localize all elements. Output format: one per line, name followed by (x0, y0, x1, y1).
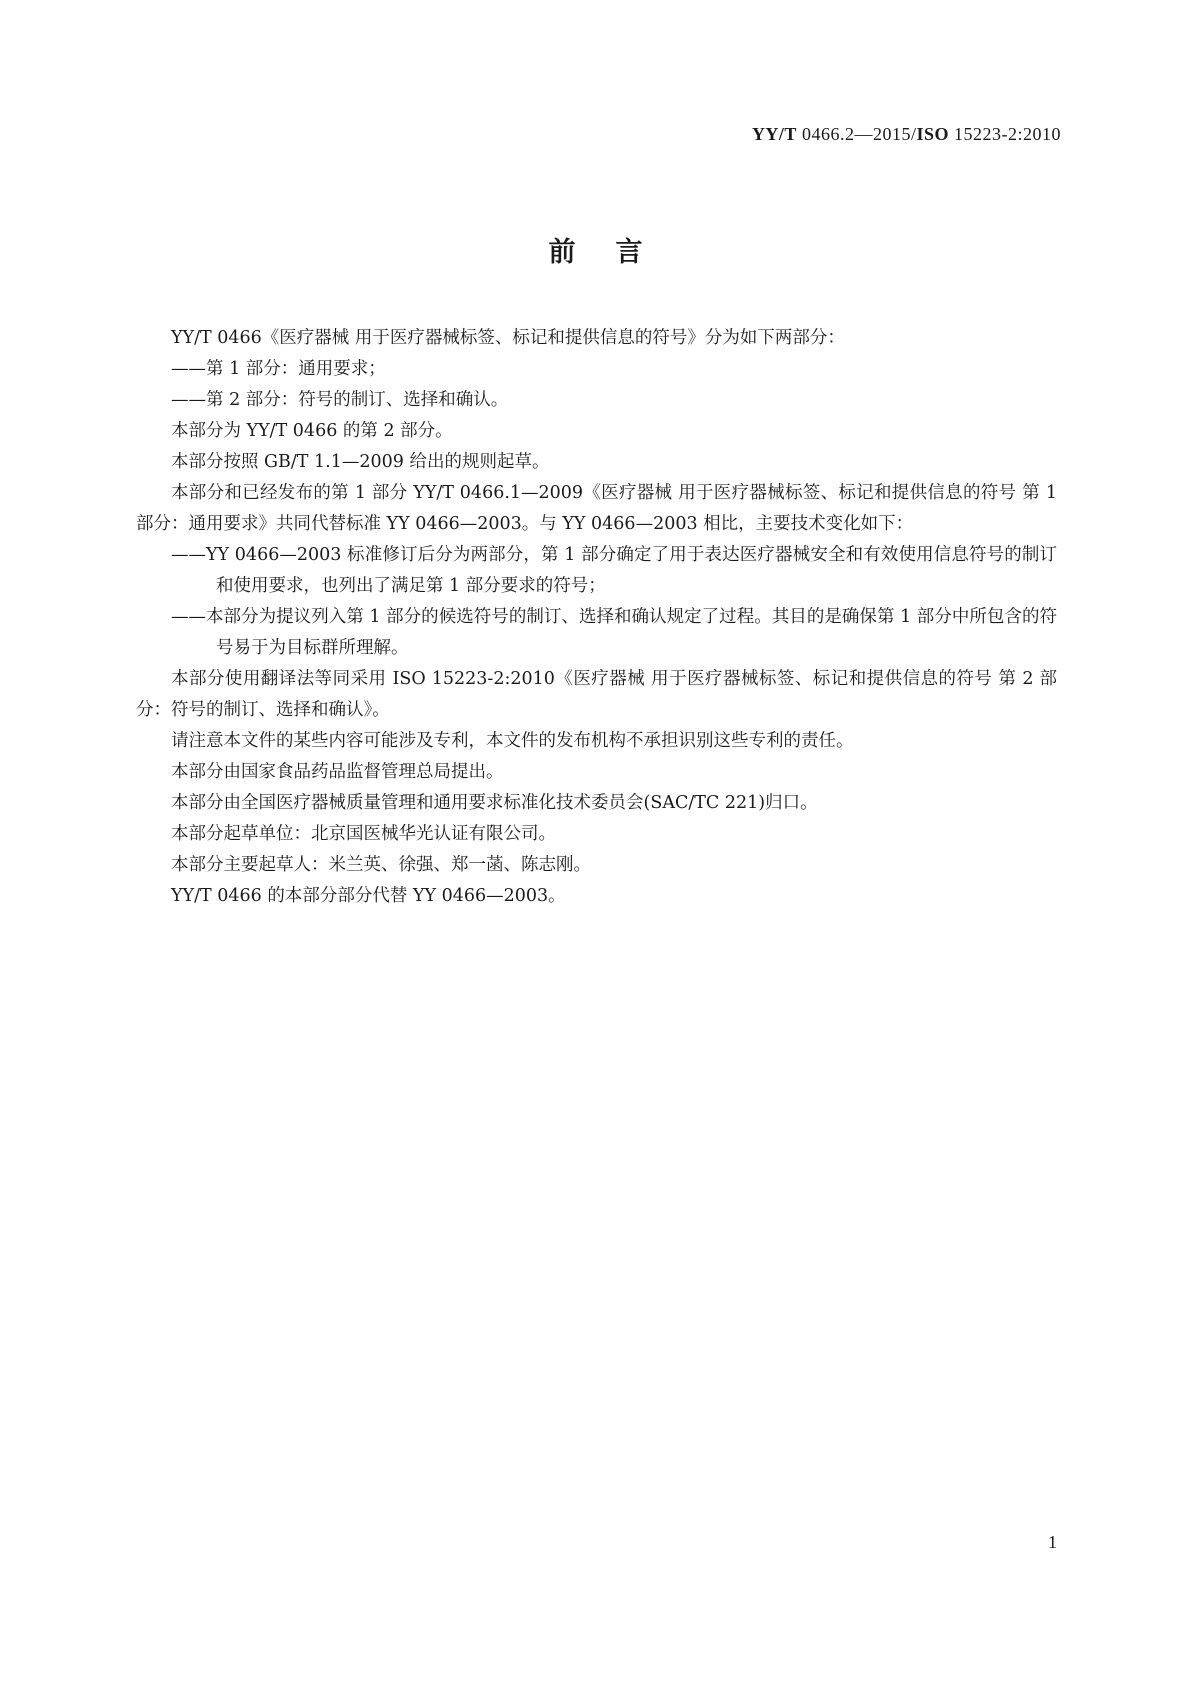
document-code (752, 124, 1061, 145)
paragraph-adoption: 本部分使用翻译法等同采用 ISO 15223-2:2010《医疗器械 用于医疗器械标签、标记和提供信息的符号 第 2 部分：符号的制订、选择和确认》。 (136, 669, 1057, 720)
paragraph-supersedes: YY/T 0466 的本部分部分代替 YY 0466—2003。 (171, 886, 566, 906)
paragraph-committee: 本部分由全国医疗器械质量管理和通用要求标准化技术委员会(SAC/TC 221)归口。 (171, 793, 818, 813)
paragraph-patent-notice: 请注意本文件的某些内容可能涉及专利，本文件的发布机构不承担识别这些专利的责任。 (171, 731, 854, 751)
document-code-number: 0466.2—2015/ (796, 124, 917, 144)
document-code-iso: ISO (916, 124, 949, 144)
paragraph-drafters: 本部分主要起草人：米兰英、徐强、郑一菡、陈志刚。 (171, 855, 591, 875)
paragraph-part-statement: 本部分为 YY/T 0466 的第 2 部分。 (171, 421, 453, 441)
document-code-iso-number: 15223-2:2010 (949, 124, 1061, 144)
document-body (136, 323, 1057, 912)
paragraph-structure: YY/T 0466《医疗器械 用于医疗器械标签、标记和提供信息的符号》分为如下两部分： (171, 328, 845, 348)
page-number: 1 (1048, 1532, 1057, 1552)
list-item-part-1: ——第 1 部分：通用要求； (171, 359, 386, 379)
page-title: 前言 (548, 237, 683, 268)
paragraph-replacement: 本部分和已经发布的第 1 部分 YY/T 0466.1—2009《医疗器械 用于医疗器械标签、标记和提供信息的符号 第 1 部分：通用要求》共同代替标准 YY 0466—2003。与 YY 0466—2003 相比，主要技术变化如下： (136, 483, 1057, 534)
paragraph-proposer: 本部分由国家食品药品监督管理总局提出。 (171, 762, 504, 782)
document-code-yyt: YY/T (751, 124, 797, 144)
paragraph-drafting-unit: 本部分起草单位：北京国医械华光认证有限公司。 (171, 824, 556, 844)
list-item-change-1: ——YY 0466—2003 标准修订后分为两部分，第 1 部分确定了用于表达医疗器械安全和有效使用信息符号的制订和使用要求，也列出了满足第 1 部分要求的符号； (171, 545, 1057, 596)
list-item-part-2: ——第 2 部分：符号的制订、选择和确认。 (171, 390, 509, 410)
paragraph-drafting-rules: 本部分按照 GB/T 1.1—2009 给出的规则起草。 (171, 452, 550, 472)
list-item-change-2: ——本部分为提议列入第 1 部分的候选符号的制订、选择和确认规定了过程。其目的是确保第 1 部分中所包含的符号易于为目标群所理解。 (171, 607, 1057, 658)
